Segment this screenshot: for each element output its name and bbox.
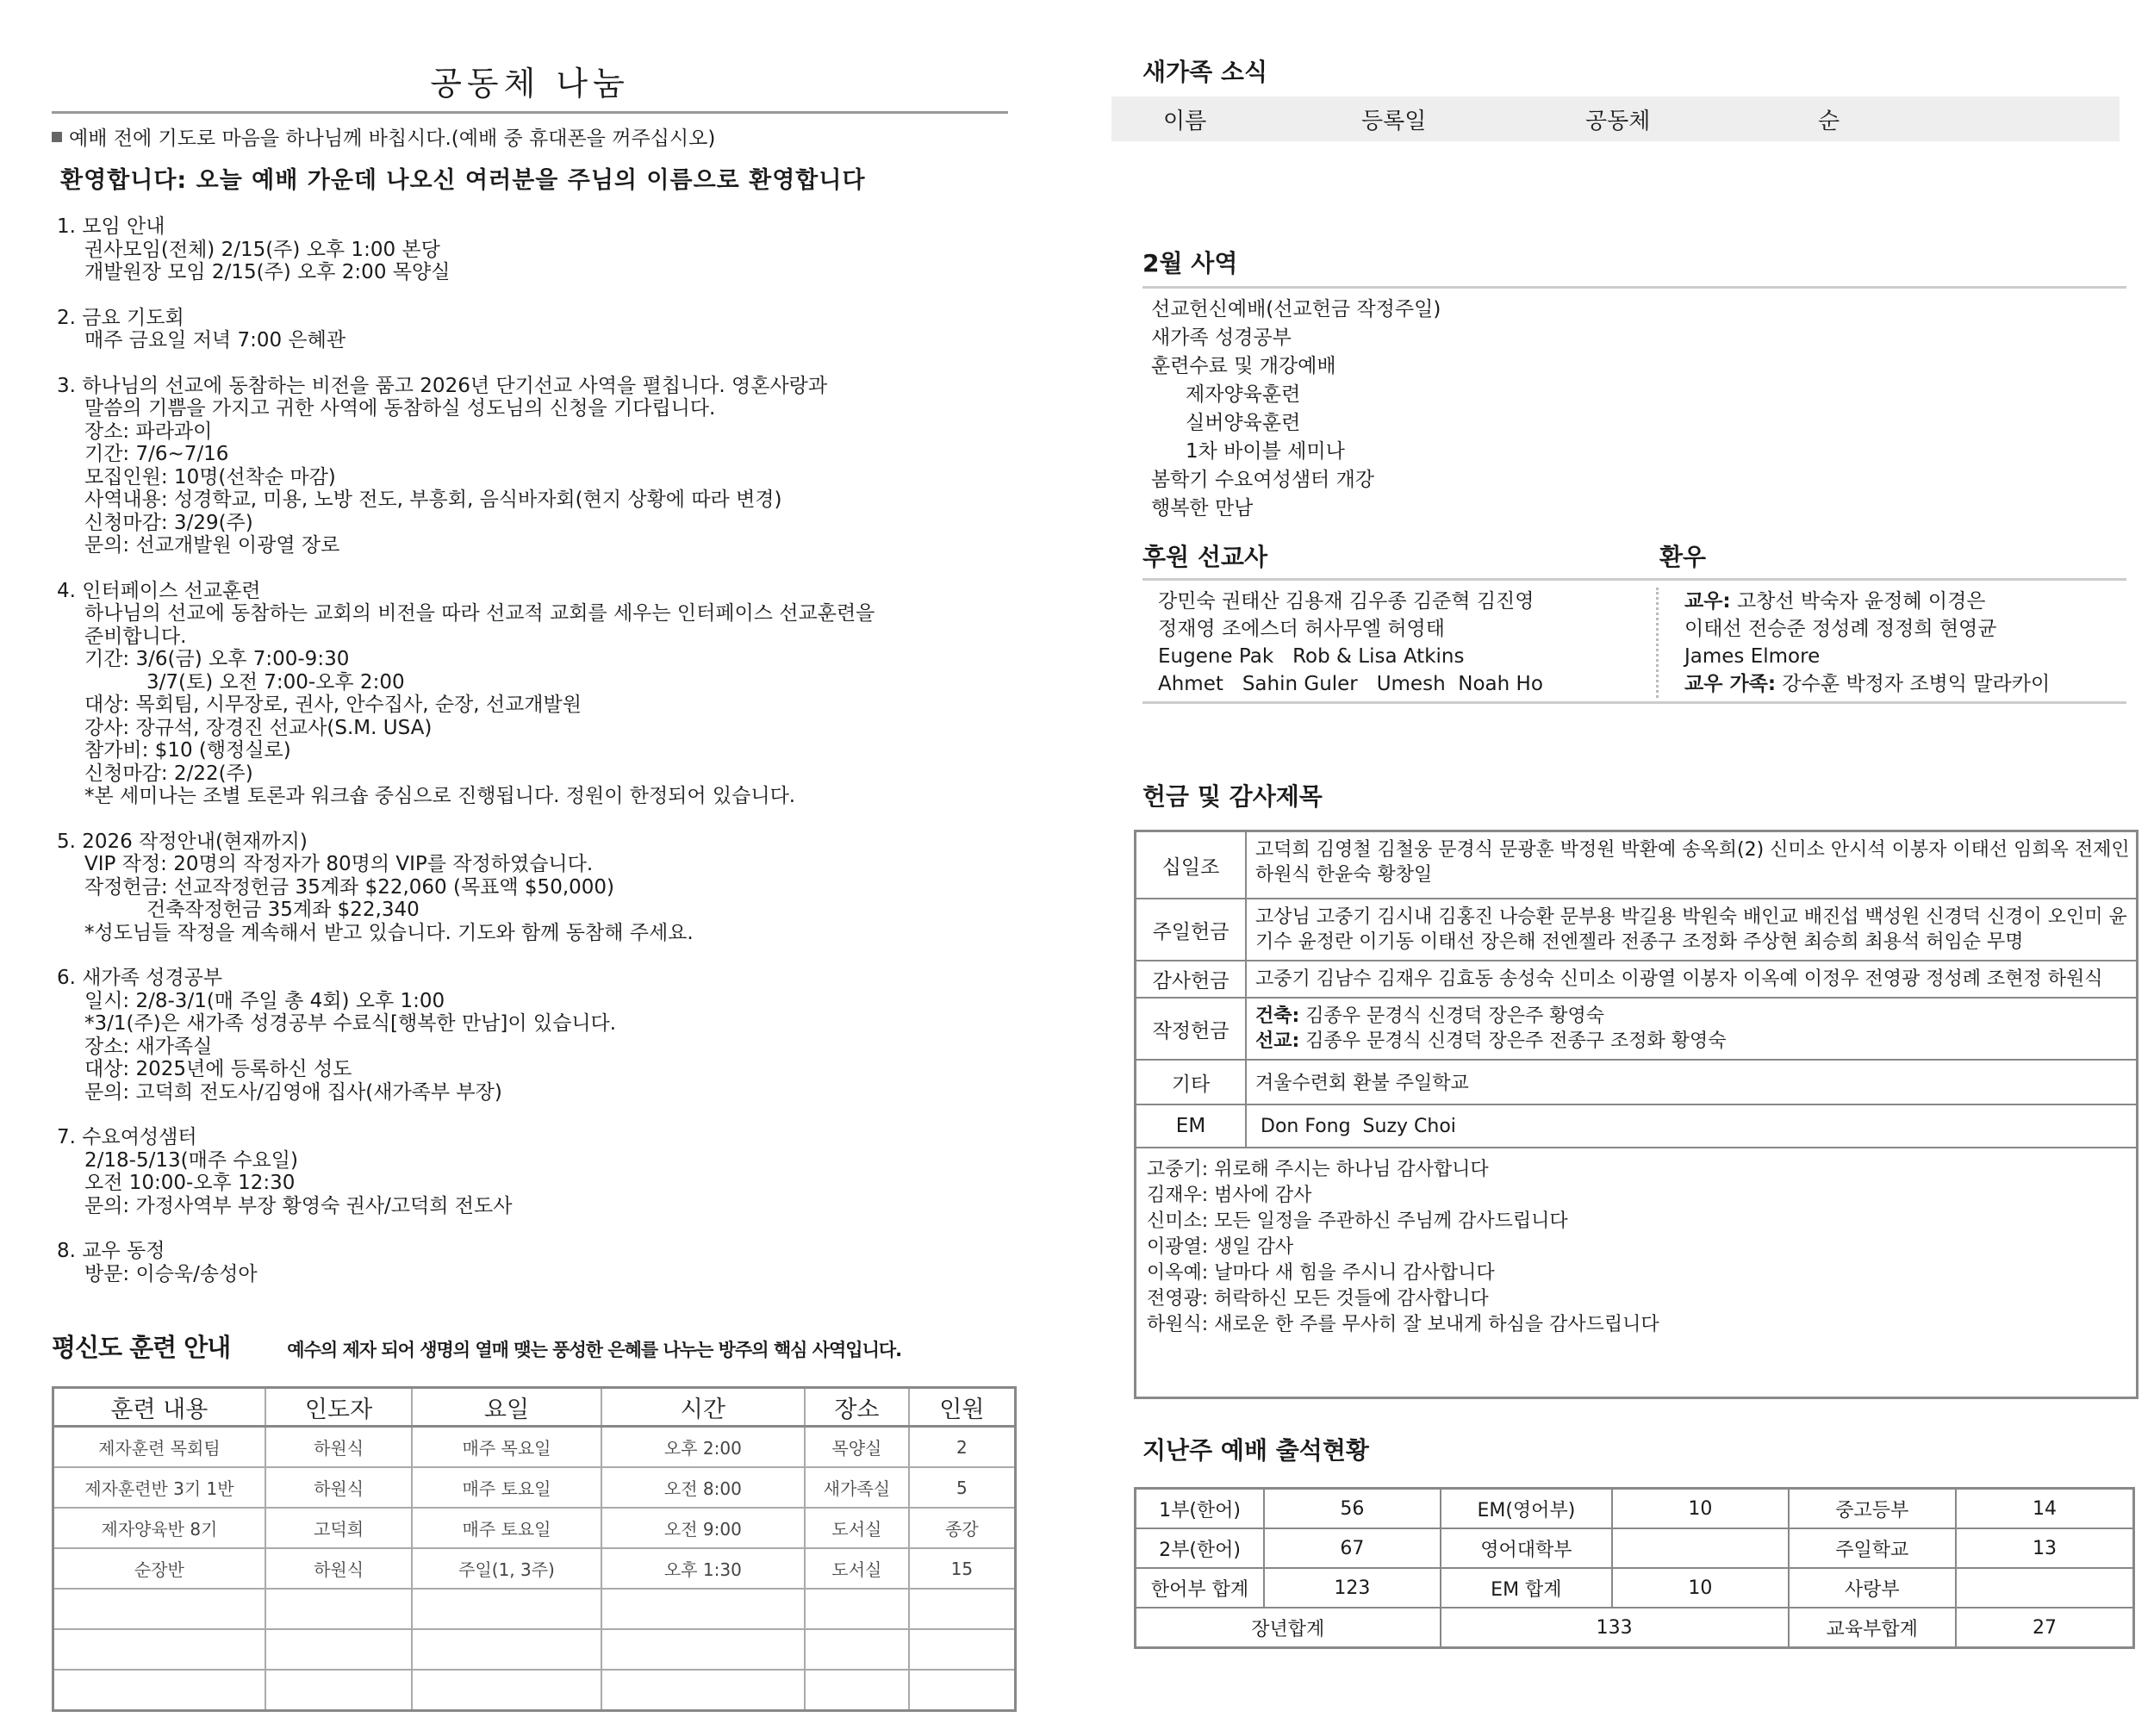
table-cell: EM(영어부)	[1441, 1489, 1613, 1529]
announcement-title: 2. 금요 기도회	[57, 306, 184, 329]
pledge-mission-names: 김종우 문경식 신경덕 장은주 전종구 조정화 황영숙	[1299, 1030, 1727, 1052]
table-cell	[805, 1670, 909, 1711]
table-cell	[805, 1589, 909, 1629]
thanks-note: 이광열: 생일 감사	[1147, 1236, 1294, 1258]
newfamily-col-group: 순	[1818, 108, 1840, 134]
announcement-item	[57, 831, 1008, 945]
table-cell	[412, 1670, 601, 1711]
training-col-header: 장소	[805, 1388, 909, 1427]
thanks-note: 김재우: 범사에 감사	[1147, 1185, 1312, 1206]
thanks-notes	[1136, 1148, 2136, 1397]
table-row	[1136, 1528, 2134, 1568]
table-row	[1136, 1489, 2134, 1529]
pledge-building-label: 건축:	[1255, 1005, 1300, 1027]
table-cell	[53, 1629, 265, 1670]
announcement-line: 신청마감: 2/22(주)	[84, 762, 253, 785]
offering-table	[1134, 830, 2138, 1399]
table-row	[53, 1508, 1016, 1548]
table-cell: 새가족실	[805, 1467, 909, 1508]
announcement-line: 사역내용: 성경학교, 미용, 노방 전도, 부흥회, 음식바자회(현지 상황에 따라 변경)	[84, 488, 782, 511]
square-bullet-icon	[52, 132, 62, 142]
preservice-text: 예배 전에 기도로 마음을 하나님께 바칩시다.(예배 중 휴대폰을 꺼주십시오)	[69, 128, 716, 150]
announcement-line: 장소: 파라과이	[84, 420, 213, 443]
announcement-title: 8. 교우 동정	[57, 1240, 165, 1262]
table-cell: 순장반	[53, 1548, 265, 1589]
table-cell: 1부(한어)	[1136, 1489, 1265, 1529]
spacer	[52, 284, 1008, 307]
table-cell: 제자훈련 목회팀	[53, 1427, 265, 1468]
announcement-item	[57, 580, 1008, 808]
offering-title: 헌금 및 감사제목	[1142, 782, 1323, 811]
table-cell	[601, 1670, 805, 1711]
announcement-line: 오전 10:00-오후 12:30	[84, 1172, 296, 1194]
announcement-line: 기간: 7/6~7/16	[84, 443, 229, 465]
newfamily-header	[1111, 96, 2120, 141]
announcement-line: *본 세미나는 조별 토론과 워크숍 중심으로 진행됩니다. 정원이 한정되어 있습니다.	[84, 785, 796, 807]
announcement-line: 준비합니다.	[84, 625, 187, 648]
training-col-header: 요일	[412, 1388, 601, 1427]
announcement-line: 강사: 장규석, 장경진 선교사(S.M. USA)	[84, 716, 433, 739]
sick-line	[1684, 670, 2120, 698]
announcement-line: VIP 작정: 20명의 작정자가 80명의 VIP를 작정하였습니다.	[84, 853, 594, 875]
table-cell: 2부(한어)	[1136, 1528, 1265, 1568]
training-col-header: 시간	[601, 1388, 805, 1427]
thanks-note: 신미소: 모든 일정을 주관하신 주님께 감사드립니다	[1147, 1210, 1568, 1232]
table-cell: 67	[1264, 1528, 1440, 1568]
announcement-item	[57, 1240, 1008, 1285]
announcement-line: 하나님의 선교에 동참하는 교회의 비전을 따라 선교적 교회를 세우는 인터페이스 선교훈련을	[84, 602, 875, 625]
table-row	[53, 1427, 1016, 1468]
training-description: 예수의 제자 되어 생명의 열매 맺는 풍성한 은혜를 나누는 방주의 핵심 사역입니다.	[287, 1340, 902, 1360]
preservice-notice	[52, 122, 1008, 151]
offering-names: 고상님 고중기 김시내 김홍진 나승환 문부용 박길용 박원숙 배인교 배진섭 백성원 신경덕 신경이 오인미 윤기수 윤정란 이기동 이태선 장은해 전엔젤라 전종구 조정화 주상현 최승희 최용석 허임순 무명	[1255, 906, 2127, 953]
table-cell: 10	[1612, 1568, 1788, 1608]
table-cell: 하원식	[265, 1427, 413, 1468]
announcement-title: 1. 모임 안내	[57, 215, 165, 238]
attendance-table	[1134, 1487, 2135, 1649]
table-cell	[1612, 1528, 1788, 1568]
table-cell: 도서실	[805, 1548, 909, 1589]
thanks-note: 전영광: 허락하신 모든 것들에 감사합니다	[1147, 1288, 1489, 1310]
table-cell	[265, 1629, 413, 1670]
spacer	[52, 1217, 1008, 1240]
table-cell	[265, 1670, 413, 1711]
table-cell	[805, 1629, 909, 1670]
announcement-title: 3. 하나님의 선교에 동참하는 비전을 품고 2026년 단기선교 사역을 펼칩니다. 영혼사랑과	[57, 374, 828, 397]
table-row	[53, 1467, 1016, 1508]
table-cell: 56	[1264, 1489, 1440, 1529]
offering-names: 겨울수련회 환불 주일학교	[1255, 1073, 1469, 1094]
table-cell: 한어부 합계	[1136, 1568, 1265, 1608]
support-divider	[1142, 701, 2126, 704]
table-cell: 10	[1612, 1489, 1788, 1529]
announcement-list	[52, 215, 1008, 1285]
attendance-adult-total: 133	[1441, 1608, 1789, 1648]
table-cell	[909, 1629, 1016, 1670]
support-body	[1151, 588, 2120, 698]
offering-names	[1247, 999, 2136, 1059]
table-cell	[909, 1670, 1016, 1711]
announcement-title: 4. 인터페이스 선교훈련	[57, 579, 261, 602]
announcement-line: 대상: 목회팀, 시무장로, 권사, 안수집사, 순장, 선교개발원	[84, 694, 582, 716]
training-table	[52, 1386, 1017, 1712]
feb-ministry-list	[1151, 296, 2120, 523]
page-title: 공동체 나눔	[52, 57, 1008, 114]
table-cell: 123	[1264, 1568, 1440, 1608]
table-cell	[909, 1589, 1016, 1629]
table-row	[1136, 1568, 2134, 1608]
sick-list	[1656, 588, 2120, 698]
table-cell	[601, 1589, 805, 1629]
spacer	[52, 352, 1008, 375]
table-cell: 도서실	[805, 1508, 909, 1548]
attendance-edu-total: 27	[1956, 1608, 2133, 1648]
table-cell: 13	[1956, 1528, 2133, 1568]
offering-label: 작정헌금	[1136, 999, 1247, 1059]
table-row	[53, 1589, 1016, 1629]
table-cell: 14	[1956, 1489, 2133, 1529]
pledge-building-names: 김종우 문경식 신경덕 장은주 황영숙	[1299, 1005, 1605, 1027]
offering-row-tithe	[1136, 832, 2136, 899]
announcement-line: 2/18-5/13(매주 수요일)	[84, 1148, 298, 1172]
announcement-line: 신청마감: 3/29(주)	[84, 511, 253, 534]
training-header	[52, 1328, 1008, 1364]
sick-label-members: 교우:	[1684, 590, 1731, 613]
table-cell: 오전 9:00	[601, 1508, 805, 1548]
thanks-note: 하원식: 새로운 한 주를 무사히 잘 보내게 하심을 감사드립니다	[1147, 1314, 1659, 1335]
spacer	[52, 944, 1008, 967]
offering-label: 기타	[1136, 1061, 1247, 1104]
right-page	[1111, 0, 2130, 1649]
table-cell: 목양실	[805, 1427, 909, 1468]
table-cell: 2	[909, 1427, 1016, 1468]
missionaries-title: 후원 선교사	[1142, 543, 1267, 571]
announcement-line: 건축작정헌금 35계좌 $22,340	[146, 899, 420, 921]
announcement-line: 문의: 고덕희 전도사/김영애 집사(새가족부 부장)	[84, 1080, 502, 1104]
table-cell: 제자훈련반 3기 1반	[53, 1467, 265, 1508]
table-cell: 사랑부	[1789, 1568, 1956, 1608]
missionaries-line: Eugene Pak Rob & Lisa Atkins	[1158, 645, 1465, 668]
table-cell: 주일학교	[1789, 1528, 1956, 1568]
thanks-note: 이옥예: 날마다 새 힘을 주시니 감사합니다	[1147, 1262, 1495, 1284]
sick-family-names: 강수훈 박정자 조병익 말라카이	[1776, 673, 2051, 695]
announcement-item	[57, 307, 1008, 352]
table-cell: 하원식	[265, 1548, 413, 1589]
sick-title: 환우	[1659, 543, 1707, 571]
spacer	[52, 557, 1008, 580]
table-cell: 오후 2:00	[601, 1427, 805, 1468]
announcement-line: 참가비: $10 (행정실로)	[84, 739, 291, 762]
attendance-adult-label: 장년합계	[1136, 1608, 1441, 1648]
announcement-line: 작정헌금: 선교작정헌금 35계좌 $22,060 (목표액 $50,000)	[84, 875, 615, 899]
announcement-line: 문의: 선교개발원 이광열 장로	[84, 534, 340, 557]
support-heading-row	[1142, 538, 2126, 581]
table-cell: EM 합계	[1441, 1568, 1613, 1608]
table-cell	[412, 1629, 601, 1670]
table-cell: 오후 1:30	[601, 1548, 805, 1589]
table-cell: 영어대학부	[1441, 1528, 1613, 1568]
training-heading: 평신도 훈련 안내	[52, 1333, 231, 1362]
newfamily-col-date: 등록일	[1361, 108, 1427, 134]
missionaries-line: 강민숙 권태산 김용재 김우종 김준혁 김진영	[1158, 590, 1535, 613]
offering-label: 주일헌금	[1136, 899, 1247, 960]
table-cell	[412, 1589, 601, 1629]
announcement-line: 권사모임(전체) 2/15(주) 오후 1:00 본당	[84, 238, 440, 261]
table-cell	[601, 1629, 805, 1670]
newfamily-title: 새가족 소식	[1142, 58, 1267, 86]
attendance-body	[1136, 1489, 2134, 1648]
announcement-item	[57, 375, 1008, 557]
offering-label: EM	[1136, 1105, 1247, 1147]
feb-ministry-title: 2월 사역	[1142, 245, 2126, 289]
announcement-line: 장소: 새가족실	[84, 1035, 213, 1058]
offering-row-other	[1136, 1061, 2136, 1105]
feb-ministry-item: 훈련수료 및 개강예배	[1151, 355, 1336, 377]
announcement-line: 대상: 2025년에 등록하신 성도	[84, 1058, 352, 1080]
sick-label-family: 교우 가족:	[1684, 673, 1777, 695]
announcement-line: 모집인원: 10명(선착순 마감)	[84, 465, 336, 488]
table-row	[1136, 1608, 2134, 1648]
thanks-note: 고중기: 위로해 주시는 하나님 감사합니다	[1147, 1159, 1489, 1180]
table-cell: 하원식	[265, 1467, 413, 1508]
missionaries-line: Ahmet Sahin Guler Umesh Noah Ho	[1158, 673, 1543, 695]
announcement-line: *3/1(주)은 새가족 성경공부 수료식[행복한 만남]이 있습니다.	[84, 1012, 617, 1035]
sick-line: 이태선 전승준 정성례 정정희 현영균	[1684, 618, 1997, 640]
offering-row-em	[1136, 1105, 2136, 1148]
training-table-body	[53, 1427, 1016, 1711]
table-cell: 제자양육반 8기	[53, 1508, 265, 1548]
table-cell: 고덕희	[265, 1508, 413, 1548]
offering-row-sunday	[1136, 899, 2136, 961]
missionaries-line: 정재영 조에스더 허사무엘 허영태	[1158, 618, 1445, 640]
pledge-mission-label: 선교:	[1255, 1030, 1300, 1052]
announcement-line: *성도님들 작정을 계속해서 받고 있습니다. 기도와 함께 동참해 주세요.	[84, 921, 694, 944]
table-cell	[53, 1589, 265, 1629]
feb-ministry-item: 새가족 성경공부	[1151, 327, 1292, 349]
offering-names: Don Fong Suzy Choi	[1261, 1116, 1456, 1137]
newfamily-col-name: 이름	[1163, 108, 1207, 134]
spacer	[52, 808, 1008, 831]
table-cell: 매주 목요일	[412, 1427, 601, 1468]
sick-line	[1684, 588, 2120, 615]
announcement-line: 문의: 가정사역부 부장 황영숙 권사/고덕희 전도사	[84, 1194, 513, 1217]
table-cell	[265, 1589, 413, 1629]
table-row	[53, 1670, 1016, 1711]
announcement-title: 7. 수요여성샘터	[57, 1126, 197, 1148]
announcement-line: 매주 금요일 저녁 7:00 은혜관	[84, 329, 346, 352]
offering-row-thanks	[1136, 961, 2136, 999]
announcement-item	[57, 1126, 1008, 1217]
announcement-title: 6. 새가족 성경공부	[57, 967, 223, 989]
announcement-line: 기간: 3/6(금) 오후 7:00-9:30	[84, 648, 350, 670]
announcement-line: 말씀의 기쁨을 가지고 귀한 사역에 동참하실 성도님의 신청을 기다립니다.	[84, 397, 716, 420]
table-cell: 주일(1, 3주)	[412, 1548, 601, 1589]
welcome-message: 환영합니다: 오늘 예배 가운데 나오신 여러분을 주님의 이름으로 환영합니다	[60, 167, 866, 194]
training-col-header: 인도자	[265, 1388, 413, 1427]
table-row	[53, 1548, 1016, 1589]
offering-label: 감사헌금	[1136, 961, 1247, 997]
table-cell: 종강	[909, 1508, 1016, 1548]
training-table-header	[53, 1388, 1016, 1427]
spacer	[52, 1104, 1008, 1126]
table-row	[53, 1629, 1016, 1670]
feb-ministry-item: 1차 바이블 세미나	[1186, 440, 1345, 463]
table-cell: 5	[909, 1467, 1016, 1508]
table-cell: 매주 토요일	[412, 1467, 601, 1508]
announcement-line: 일시: 2/8-3/1(매 주일 총 4회) 오후 1:00	[84, 989, 445, 1012]
table-cell	[53, 1670, 265, 1711]
offering-names: 고덕희 김영철 김철웅 문경식 문광훈 박정원 박환예 송옥희(2) 신미소 안시석 이봉자 이태선 임희옥 전제인 하원식 한윤숙 황창일	[1255, 839, 2130, 886]
table-cell: 중고등부	[1789, 1489, 1956, 1529]
newfamily-col-community: 공동체	[1585, 108, 1651, 134]
missionaries-list	[1158, 588, 1649, 698]
feb-ministry-item: 봄학기 수요여성샘터 개강	[1151, 469, 1375, 491]
feb-ministry-item: 실버양육훈련	[1186, 412, 1301, 434]
sick-names: 고창선 박숙자 윤정혜 이경은	[1730, 590, 1986, 613]
offering-names: 고중기 김남수 김재우 김효동 송성숙 신미소 이광열 이봉자 이옥예 이정우 전영광 정성례 조현정 하원식	[1255, 968, 2103, 990]
offering-label: 십일조	[1136, 832, 1247, 898]
left-page	[52, 0, 1008, 1712]
table-cell	[1956, 1568, 2133, 1608]
training-col-header: 훈련 내용	[53, 1388, 265, 1427]
table-cell: 매주 토요일	[412, 1508, 601, 1548]
announcement-line: 개발원장 모임 2/15(주) 오후 2:00 목양실	[84, 261, 451, 283]
training-col-header: 인원	[909, 1388, 1016, 1427]
feb-ministry-item: 제자양육훈련	[1186, 383, 1301, 406]
attendance-title: 지난주 예배 출석현황	[1142, 1436, 1369, 1465]
sick-line: James Elmore	[1684, 645, 1821, 668]
table-cell: 15	[909, 1548, 1016, 1589]
table-cell: 오전 8:00	[601, 1467, 805, 1508]
announcement-title: 5. 2026 작정안내(현재까지)	[57, 830, 308, 853]
offering-row-pledge	[1136, 999, 2136, 1061]
announcement-line: 3/7(토) 오전 7:00-오후 2:00	[146, 670, 405, 694]
announcement-line: 방문: 이승욱/송성아	[84, 1262, 258, 1285]
feb-ministry-item: 행복한 만남	[1151, 497, 1254, 520]
announcement-item	[57, 215, 1008, 284]
attendance-edu-label: 교육부합계	[1789, 1608, 1956, 1648]
feb-ministry-item: 선교헌신예배(선교헌금 작정주일)	[1151, 298, 1441, 320]
announcement-item	[57, 967, 1008, 1104]
